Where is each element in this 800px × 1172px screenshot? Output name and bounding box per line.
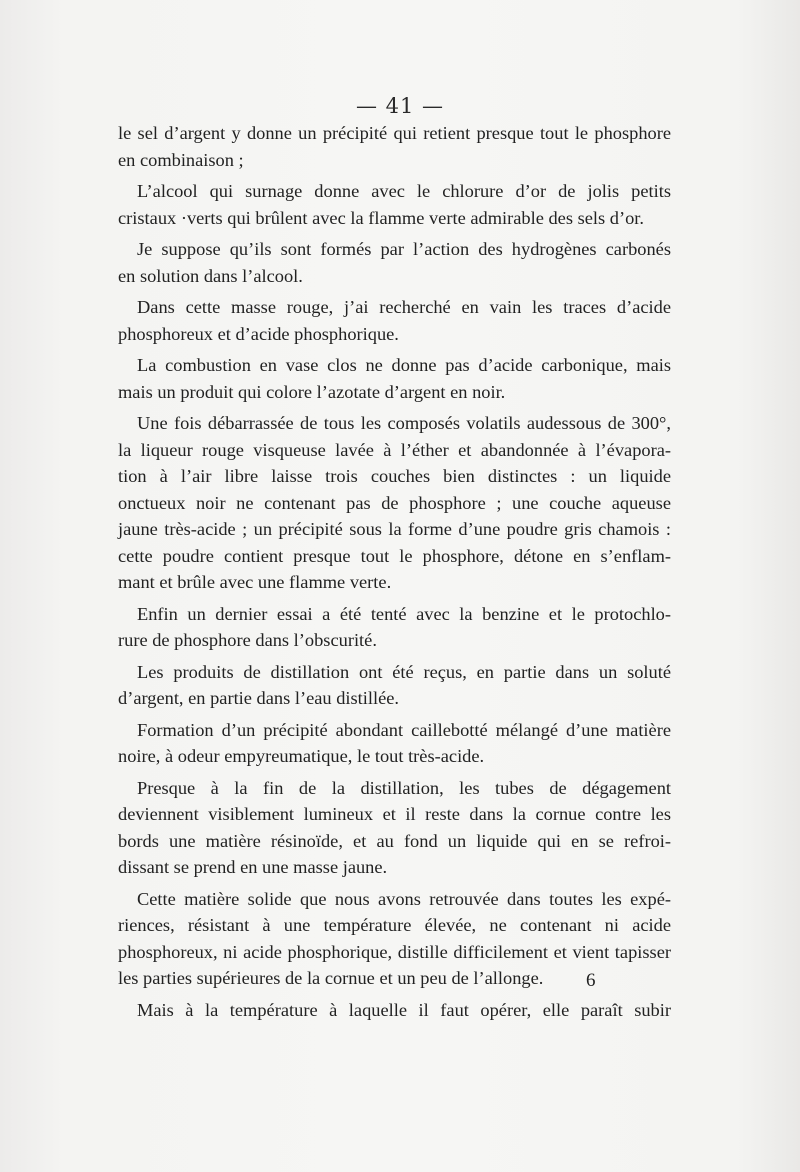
body-text <box>118 120 671 1028</box>
paragraph <box>118 997 671 1024</box>
text-line: Je suppose qu’ils sont formés par l’action des hydrogènes carbonés <box>137 239 671 259</box>
text-line: Presque à la fin de la distillation, les tubes de dégagement <box>137 777 671 798</box>
text-line: Cette matière solide que nous avons retrouvée dans toutes les expé- <box>137 888 671 909</box>
paragraph <box>118 352 671 405</box>
text-line: Mais à la température à laquelle il faut opérer, elle paraît subir <box>137 999 671 1020</box>
text-line: Enfin un dernier essai a été tenté avec la benzine et le protochlo- <box>137 603 671 624</box>
text-line: d’argent, en partie dans l’eau distillée. <box>118 688 400 708</box>
paragraph <box>118 659 671 712</box>
paragraph <box>118 294 671 347</box>
text-line: phosphoreux et d’acide phosphorique. <box>118 323 399 344</box>
text-line: L’alcool qui surnage donne avec le chlorure d’or de jolis petits <box>137 181 671 201</box>
text-line: riences, résistant à une température élevée, ne contenant ni acide <box>118 915 671 935</box>
text-line: cette poudre contient presque tout le phosphore, détone en s’enflam- <box>118 545 671 566</box>
text-line: noire, à odeur empyreumatique, le tout très-acide. <box>118 746 485 766</box>
text-line: en combinaison ; <box>118 149 244 170</box>
text-line: la liqueur rouge visqueuse lavée à l’éther et abandonnée à l’évapora- <box>118 439 671 460</box>
paragraph <box>118 601 671 654</box>
text-line: phosphoreux, ni acide phosphorique, distille difficilement et vient tapisser <box>118 941 671 962</box>
text-line: Une fois débarrassée de tous les composés volatils audessous de 300°, <box>137 413 671 433</box>
paragraph <box>118 717 671 770</box>
text-line: Formation d’un précipité abondant caillebotté mélangé d’une matière <box>137 719 671 740</box>
text-line: bords une matière résinoïde, et au fond un liquide qui en se refroi- <box>118 830 671 851</box>
paragraph <box>118 236 671 289</box>
text-line: en solution dans l’alcool. <box>118 265 303 286</box>
text-line: jaune très-acide ; un précipité sous la forme d’une poudre gris chamois : <box>118 519 671 539</box>
text-line: Dans cette masse rouge, j’ai recherché en vain les traces d’acide <box>137 297 671 317</box>
signature-mark: 6 <box>586 970 596 991</box>
text-line: onctueux noir ne contenant pas de phosphore ; une couche aqueuse <box>118 492 671 513</box>
paragraph <box>118 120 671 173</box>
page-number: — 41 — <box>355 94 445 118</box>
text-line: Les produits de distillation ont été reçus, en partie dans un soluté <box>137 661 671 682</box>
text-line: les parties supérieures de la cornue et un peu de l’allonge. <box>118 968 544 988</box>
paragraph <box>118 178 671 231</box>
text-line: dissant se prend en une masse jaune. <box>118 857 388 877</box>
text-line: mais un produit qui colore l’azotate d’argent en noir. <box>118 381 506 402</box>
text-line: cristaux ·verts qui brûlent avec la flamme verte admirable des sels d’or. <box>118 207 644 228</box>
text-line: le sel d’argent y donne un précipité qui retient presque tout le phosphore <box>118 123 671 143</box>
text-line: deviennent visiblement lumineux et il reste dans la cornue contre les <box>118 804 671 824</box>
paragraph <box>118 775 671 881</box>
text-line: tion à l’air libre laisse trois couches bien distinctes : un liquide <box>118 466 671 486</box>
text-line: mant et brûle avec une flamme verte. <box>118 572 392 592</box>
text-line: rure de phosphore dans l’obscurité. <box>118 630 377 650</box>
paragraph <box>118 410 671 596</box>
text-line: La combustion en vase clos ne donne pas d’acide carbonique, mais <box>137 355 671 375</box>
